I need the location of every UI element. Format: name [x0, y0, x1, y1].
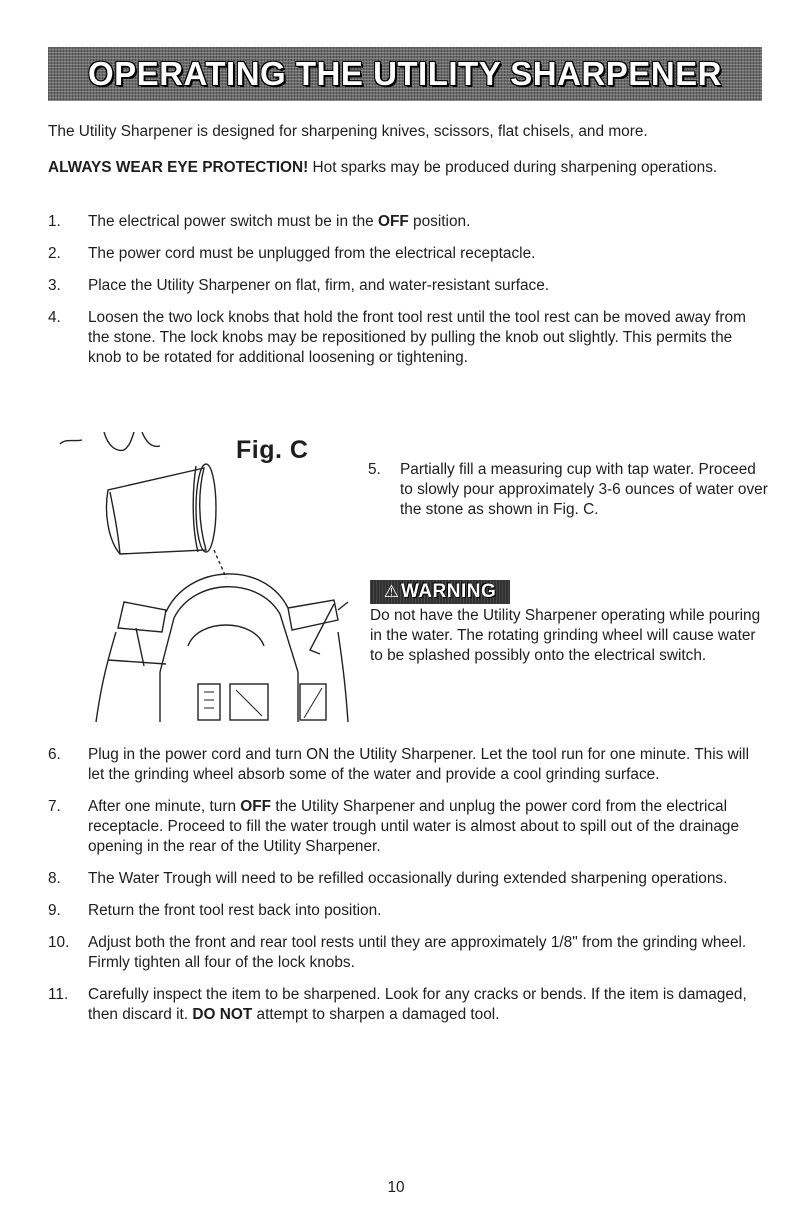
step-number: 9. [48, 902, 61, 919]
list-item: 10. Adjust both the front and rear tool rests until they are approximately 1/8" from the grinding wheel. Firmly tighten all four of the lock knobs. [48, 934, 747, 971]
step-number: 7. [48, 798, 61, 815]
step-number: 1. [48, 213, 61, 230]
list-item: 9. Return the front tool rest back into position. [48, 902, 382, 919]
step-number: 3. [48, 277, 61, 294]
step-number: 8. [48, 870, 61, 887]
warning-label: WARNING [400, 581, 497, 602]
figure-label: Fig. C [236, 436, 309, 464]
eye-protection-lead: ALWAYS WEAR EYE PROTECTION! [48, 159, 309, 176]
section-banner [48, 47, 762, 101]
list-item: 7. After one minute, turn OFF the Utility Sharpener and unplug the power cord from the electrical receptacle. Proceed to fill the water trough until water is almost about to spill out of the drainage opening in the rear of the Utility Sharpener. [48, 798, 740, 855]
list-item: 4. Loosen the two lock knobs that hold the front tool rest until the tool rest can be moved away from the stone. The lock knobs may be repositioned by pulling the knob out slightly. This permits the knob to be rotated for additional loosening or tightening. [48, 309, 746, 366]
warning-badge [370, 580, 510, 604]
step-5 [368, 460, 768, 532]
page-title: OPERATING THE UTILITY SHARPENER [88, 55, 722, 92]
list-item: 1. The electrical power switch must be in the OFF position. [48, 213, 471, 230]
step-number: 11. [48, 986, 69, 1003]
list-item: 11. Carefully inspect the item to be sharpened. Look for any cracks or bends. If the item is damaged, then discard it. DO NOT attempt to sharpen a damaged tool. [48, 986, 747, 1023]
list-item: 3. Place the Utility Sharpener on flat, firm, and water-resistant surface. [48, 277, 550, 294]
step-number: 4. [48, 309, 61, 326]
step-number: 10. [48, 934, 70, 951]
eye-protection-warning [48, 158, 764, 178]
warning-triangle-icon: ⚠ [383, 582, 399, 601]
step-number: 5. [368, 461, 381, 478]
steps-list-bottom [48, 745, 764, 1037]
page-number: 10 [387, 1179, 405, 1196]
intro-paragraph: The Utility Sharpener is designed for sharpening knives, scissors, flat chisels, and more. [48, 123, 648, 140]
list-item: 2. The power cord must be unplugged from the electrical receptacle. [48, 245, 536, 262]
eye-protection-text: Hot sparks may be produced during sharpening operations. [308, 159, 718, 176]
steps-list-top [48, 212, 764, 380]
list-item: 6. Plug in the power cord and turn ON the Utility Sharpener. Let the tool run for one minute. This will let the grinding wheel absorb some of the water and provide a cool grinding surface. [48, 746, 750, 783]
step-number: 6. [48, 746, 61, 763]
figure-c-illustration [48, 432, 364, 722]
warning-text: Do not have the Utility Sharpener operating while pouring in the water. The rotating grinding wheel will cause water to be splashed possibly onto the electrical switch. [370, 607, 761, 664]
step-number: 2. [48, 245, 61, 262]
list-item: 8. The Water Trough will need to be refilled occasionally during extended sharpening operations. [48, 870, 728, 887]
list-item: 5. Partially fill a measuring cup with tap water. Proceed to slowly pour approximately 3-6 ounces of water over the stone as shown in Fig. C. [368, 461, 768, 518]
